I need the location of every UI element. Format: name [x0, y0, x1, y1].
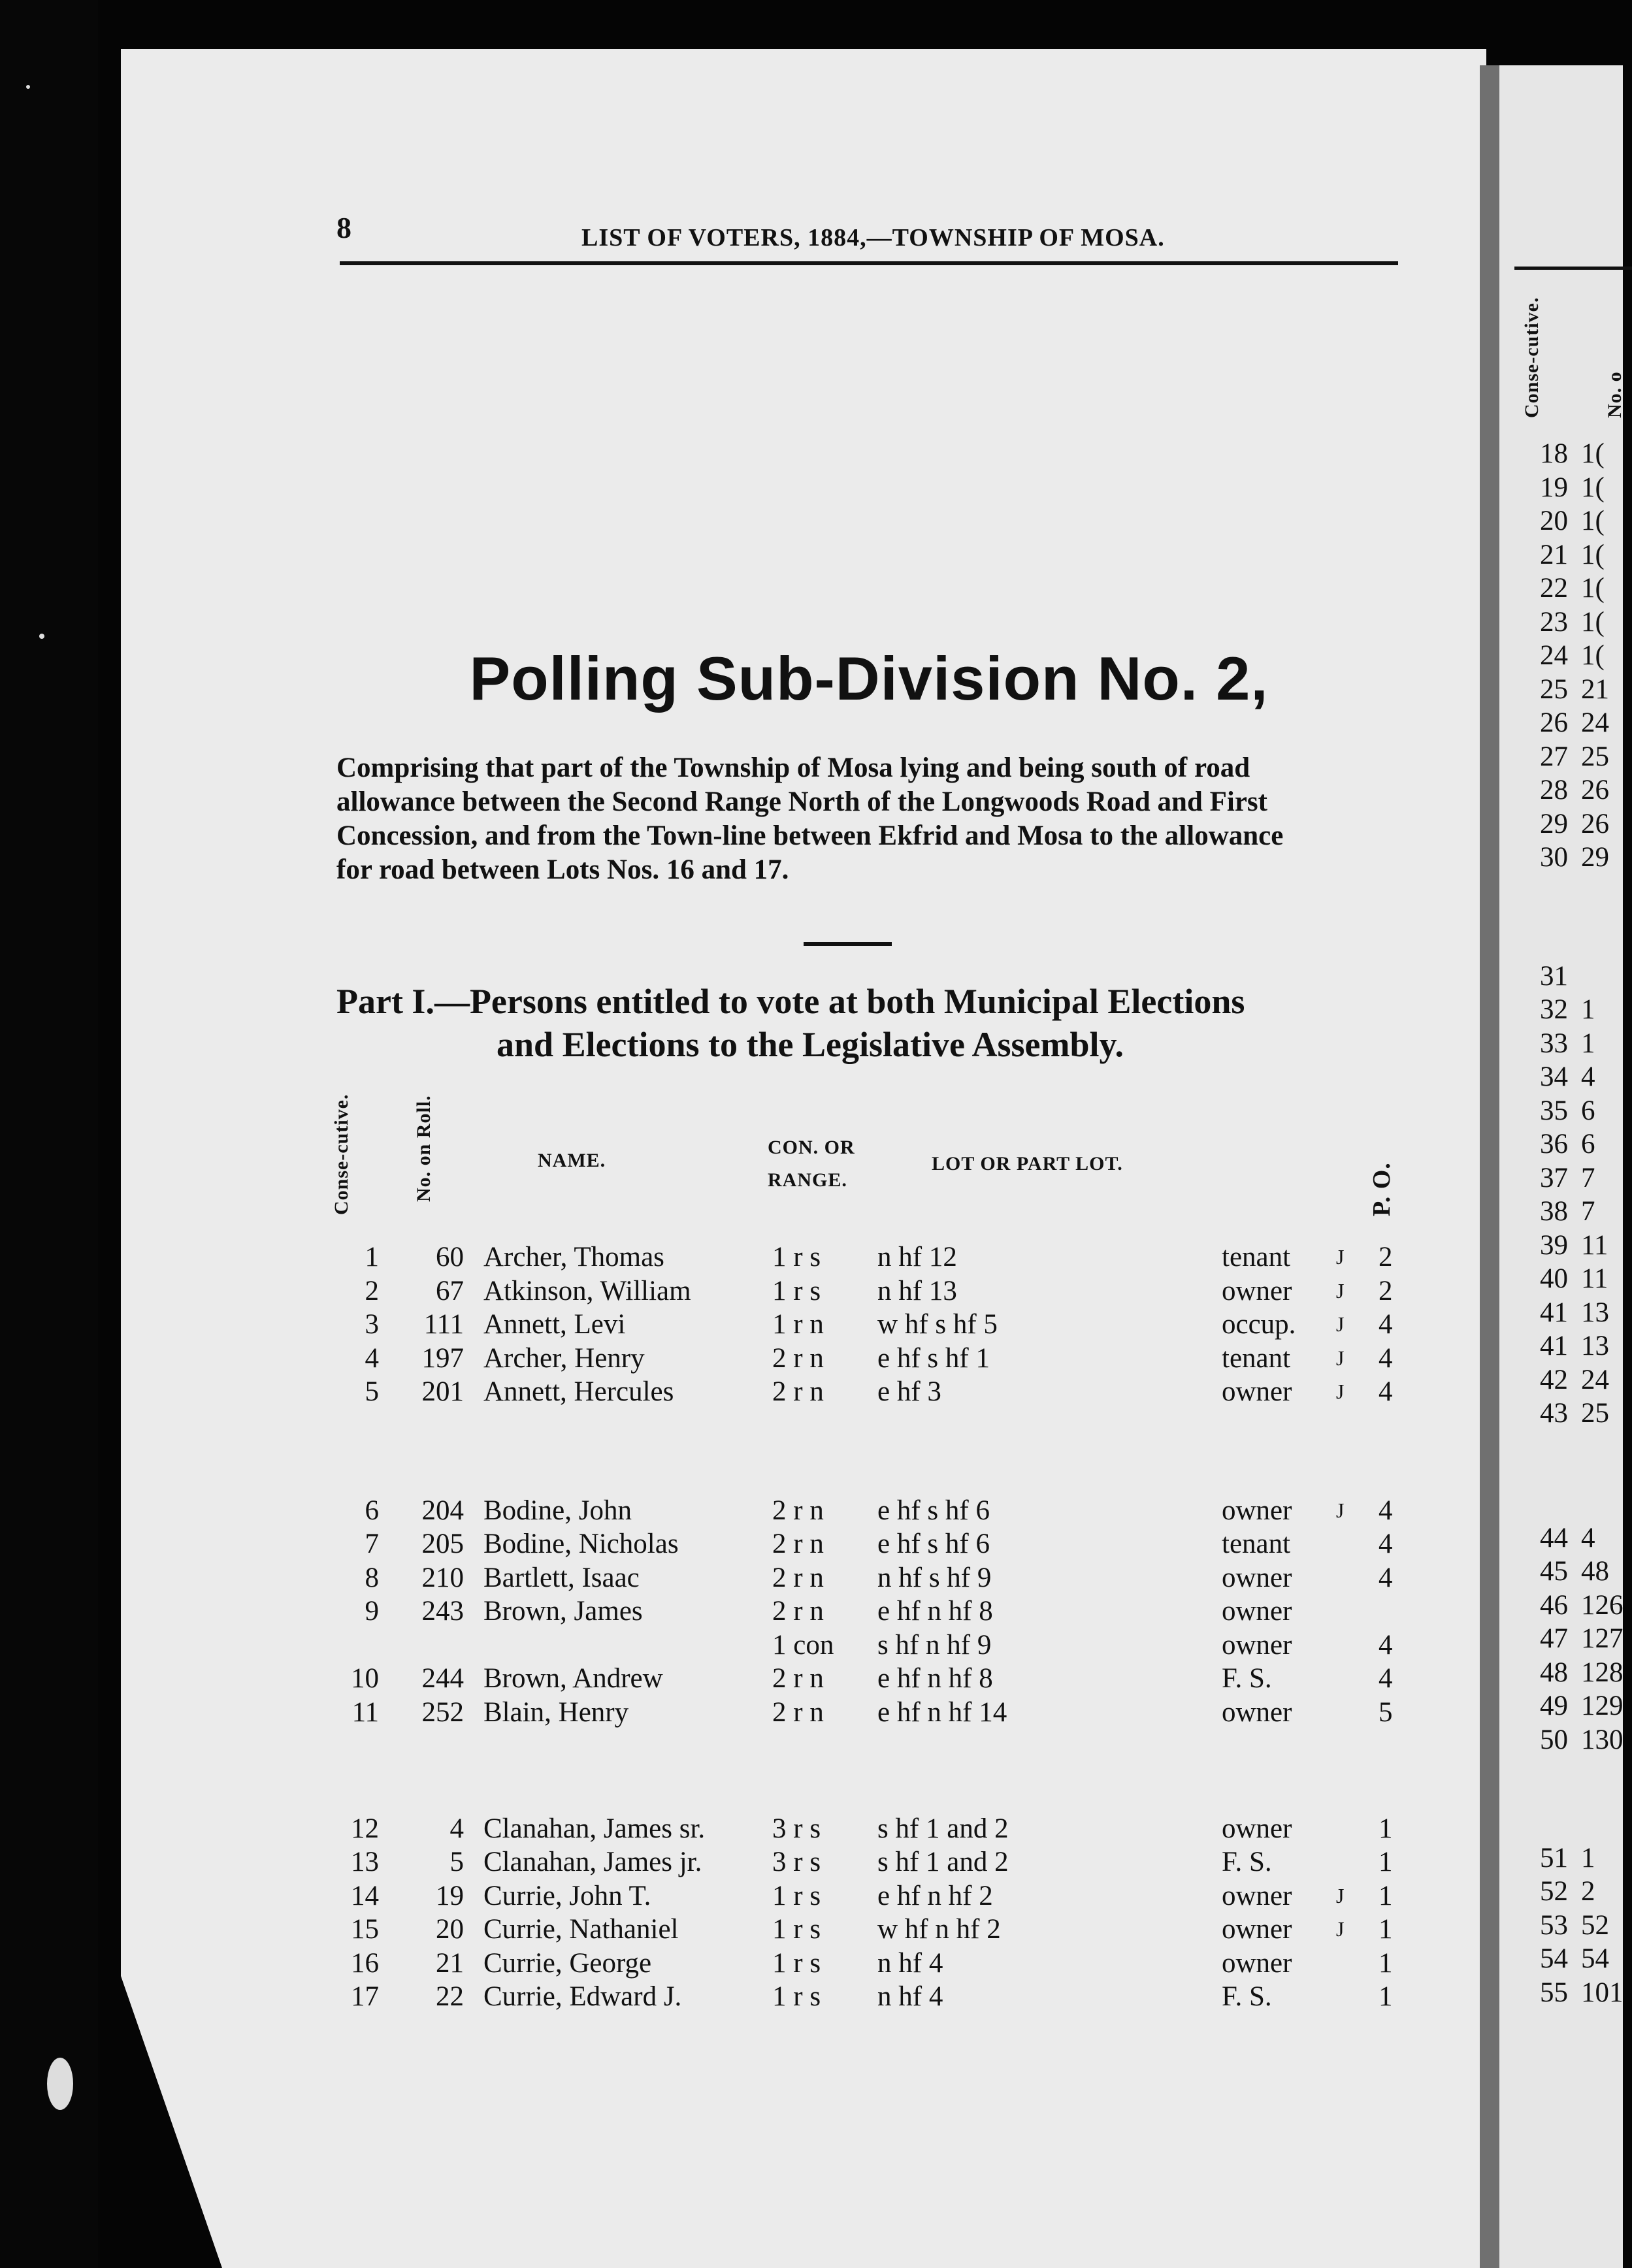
name-cell: Clanahan, James jr.	[483, 1847, 702, 1877]
part-heading	[336, 980, 1414, 1066]
column-header-name: NAME.	[538, 1150, 606, 1171]
adjacent-roll-cell: 25	[1581, 1398, 1609, 1429]
lot-cell: e hf n hf 2	[877, 1881, 993, 1911]
adjacent-roll-cell: 130	[1581, 1725, 1624, 1755]
post-office-cell: 4	[1379, 1376, 1393, 1407]
status-cell: owner	[1222, 1630, 1292, 1660]
roll-number-cell: 210	[421, 1563, 464, 1593]
adjacent-consecutive-cell: 23	[1540, 607, 1568, 638]
name-cell: Archer, Henry	[483, 1343, 645, 1374]
adjacent-consecutive-cell: 26	[1540, 707, 1568, 738]
adjacent-roll-cell: 1(	[1581, 472, 1605, 503]
concession-cell: 1 r s	[772, 1881, 821, 1911]
section-divider	[804, 942, 892, 946]
juror-mark-cell: J	[1336, 1245, 1345, 1269]
adjacent-consecutive-cell: 27	[1540, 741, 1568, 772]
post-office-cell: 4	[1379, 1563, 1393, 1593]
consecutive-cell: 12	[351, 1813, 379, 1844]
juror-mark-cell: J	[1336, 1917, 1345, 1941]
status-cell: owner	[1222, 1948, 1292, 1979]
lot-cell: s hf n hf 9	[877, 1630, 992, 1660]
adjacent-consecutive-cell: 47	[1540, 1623, 1568, 1654]
header-title: LIST OF VOTERS, 1884,—TOWNSHIP OF MOSA.	[581, 224, 1165, 251]
post-office-cell: 4	[1379, 1663, 1393, 1694]
adjacent-roll-cell: 4	[1581, 1523, 1595, 1553]
post-office-cell: 4	[1379, 1343, 1393, 1374]
name-cell: Bartlett, Isaac	[483, 1563, 640, 1593]
juror-mark-cell: J	[1336, 1312, 1345, 1336]
consecutive-cell: 3	[365, 1309, 379, 1340]
scan-background	[0, 0, 98, 2268]
lot-cell: e hf n hf 8	[877, 1596, 993, 1627]
concession-cell: 1 r s	[772, 1981, 821, 2012]
concession-cell: 2 r n	[772, 1663, 824, 1694]
status-cell: occup.	[1222, 1309, 1296, 1340]
adjacent-roll-cell: 101	[1581, 1977, 1624, 2008]
adjacent-roll-cell: 13	[1581, 1297, 1609, 1328]
column-header-po: P. O.	[1368, 1162, 1395, 1216]
concession-cell: 1 r s	[772, 1242, 821, 1272]
adjacent-consecutive-cell: 45	[1540, 1556, 1568, 1587]
adjacent-roll-cell: 26	[1581, 809, 1609, 839]
adjacent-roll-cell: 1(	[1581, 540, 1605, 570]
adjacent-roll-cell: 13	[1581, 1331, 1609, 1361]
lot-cell: w hf s hf 5	[877, 1309, 998, 1340]
adjacent-roll-cell: 1(	[1581, 573, 1605, 604]
adjacent-consecutive-cell: 30	[1540, 842, 1568, 873]
juror-mark-cell: J	[1336, 1279, 1345, 1303]
adjacent-consecutive-cell: 33	[1540, 1028, 1568, 1059]
adjacent-consecutive-cell: 28	[1540, 775, 1568, 805]
concession-cell: 1 r n	[772, 1309, 824, 1340]
adjacent-roll-cell: 54	[1581, 1943, 1609, 1974]
consecutive-cell: 16	[351, 1948, 379, 1979]
consecutive-cell: 17	[351, 1981, 379, 2012]
adjacent-consecutive-cell: 31	[1540, 961, 1568, 992]
description-line: Concession, and from the Town-line between Ekfrid and Mosa to the allowance	[336, 820, 1284, 851]
adjacent-roll-cell: 26	[1581, 775, 1609, 805]
lot-cell: n hf 4	[877, 1981, 943, 2012]
post-office-cell: 1	[1379, 1981, 1393, 2012]
post-office-cell: 2	[1379, 1276, 1393, 1306]
status-cell: owner	[1222, 1813, 1292, 1844]
consecutive-cell: 9	[365, 1596, 379, 1627]
adjacent-roll-cell: 129	[1581, 1691, 1624, 1721]
adjacent-consecutive-cell: 25	[1540, 674, 1568, 705]
status-cell: owner	[1222, 1697, 1292, 1728]
adjacent-consecutive-cell: 49	[1540, 1691, 1568, 1721]
status-cell: owner	[1222, 1914, 1292, 1945]
adjacent-roll-cell: 52	[1581, 1910, 1609, 1941]
lot-cell: e hf n hf 8	[877, 1663, 993, 1694]
adjacent-consecutive-cell: 19	[1540, 472, 1568, 503]
concession-cell: 2 r n	[772, 1343, 824, 1374]
roll-number-cell: 197	[421, 1343, 464, 1374]
column-header-lot: LOT OR PART LOT.	[932, 1153, 1123, 1174]
status-cell: F. S.	[1222, 1663, 1272, 1694]
status-cell: owner	[1222, 1881, 1292, 1911]
lot-cell: n hf 13	[877, 1276, 957, 1306]
column-header-con-line2: RANGE.	[768, 1169, 847, 1191]
adjacent-roll-cell: 1	[1581, 1843, 1595, 1873]
roll-number-cell: 204	[421, 1495, 464, 1526]
post-office-cell: 4	[1379, 1495, 1393, 1526]
adjacent-roll-cell: 6	[1581, 1129, 1595, 1159]
adjacent-roll-cell: 1(	[1581, 506, 1605, 536]
adjacent-roll-cell: 24	[1581, 1365, 1609, 1395]
name-cell: Currie, Edward J.	[483, 1981, 682, 2012]
column-header-consecutive: Conse-cutive.	[331, 1094, 352, 1215]
adjacent-consecutive-cell: 36	[1540, 1129, 1568, 1159]
adjacent-header-roll: No. o	[1604, 371, 1625, 418]
adjacent-consecutive-cell: 53	[1540, 1910, 1568, 1941]
scan-speck	[26, 85, 30, 89]
consecutive-cell: 7	[365, 1529, 379, 1559]
lot-cell: e hf s hf 1	[877, 1343, 990, 1374]
scan-speck	[39, 634, 44, 639]
adjacent-consecutive-cell: 46	[1540, 1590, 1568, 1621]
concession-cell: 2 r n	[772, 1697, 824, 1728]
header-rule	[340, 261, 1398, 265]
status-cell: owner	[1222, 1596, 1292, 1627]
adjacent-roll-cell: 1(	[1581, 438, 1605, 469]
status-cell: owner	[1222, 1376, 1292, 1407]
name-cell: Brown, James	[483, 1596, 643, 1627]
post-office-cell: 1	[1379, 1914, 1393, 1945]
description-line: Comprising that part of the Township of Mosa lying and being south of road	[336, 753, 1250, 783]
adjacent-roll-cell: 128	[1581, 1657, 1624, 1688]
adjacent-consecutive-cell: 54	[1540, 1943, 1568, 1974]
post-office-cell: 4	[1379, 1309, 1393, 1340]
status-cell: F. S.	[1222, 1847, 1272, 1877]
adjacent-roll-cell: 1	[1581, 994, 1595, 1025]
consecutive-cell: 10	[351, 1663, 379, 1694]
adjacent-roll-cell: 1	[1581, 1028, 1595, 1059]
name-cell: Clanahan, James sr.	[483, 1813, 706, 1844]
adjacent-consecutive-cell: 51	[1540, 1843, 1568, 1873]
page-title: Polling Sub-Division No. 2,	[469, 644, 1269, 713]
concession-cell: 1 con	[772, 1630, 834, 1660]
name-cell: Atkinson, William	[483, 1276, 691, 1306]
adjacent-consecutive-cell: 43	[1540, 1398, 1568, 1429]
adjacent-consecutive-cell: 34	[1540, 1061, 1568, 1092]
name-cell: Blain, Henry	[483, 1697, 629, 1728]
concession-cell: 1 r s	[772, 1914, 821, 1945]
consecutive-cell: 15	[351, 1914, 379, 1945]
adjacent-roll-cell: 25	[1581, 741, 1609, 772]
status-cell: tenant	[1222, 1242, 1291, 1272]
consecutive-cell: 4	[365, 1343, 379, 1374]
post-office-cell: 1	[1379, 1948, 1393, 1979]
lot-cell: e hf n hf 14	[877, 1697, 1007, 1728]
running-header	[343, 216, 1454, 268]
post-office-cell: 4	[1379, 1529, 1393, 1559]
adjacent-consecutive-cell: 21	[1540, 540, 1568, 570]
adjacent-roll-cell: 1(	[1581, 640, 1605, 671]
lot-cell: n hf s hf 9	[877, 1563, 992, 1593]
adjacent-consecutive-cell: 55	[1540, 1977, 1568, 2008]
name-cell: Bodine, Nicholas	[483, 1529, 679, 1559]
post-office-cell: 2	[1379, 1242, 1393, 1272]
page-gutter-shadow	[1480, 65, 1499, 2268]
adjacent-consecutive-cell: 35	[1540, 1095, 1568, 1126]
juror-mark-cell: J	[1336, 1346, 1345, 1370]
roll-number-cell: 60	[436, 1242, 464, 1272]
adjacent-roll-cell: 24	[1581, 707, 1609, 738]
lot-cell: s hf 1 and 2	[877, 1813, 1009, 1844]
consecutive-cell: 5	[365, 1376, 379, 1407]
concession-cell: 2 r n	[772, 1495, 824, 1526]
adjacent-consecutive-cell: 38	[1540, 1196, 1568, 1227]
adjacent-consecutive-cell: 32	[1540, 994, 1568, 1025]
adjacent-consecutive-cell: 40	[1540, 1263, 1568, 1294]
description-line: allowance between the Second Range North of the Longwoods Road and First	[336, 786, 1267, 817]
subdivision-description	[336, 751, 1408, 887]
status-cell: owner	[1222, 1563, 1292, 1593]
roll-number-cell: 243	[421, 1596, 464, 1627]
lot-cell: n hf 4	[877, 1948, 943, 1979]
adjacent-roll-cell: 11	[1581, 1230, 1608, 1261]
name-cell: Brown, Andrew	[483, 1663, 663, 1694]
roll-number-cell: 244	[421, 1663, 464, 1694]
name-cell: Annett, Hercules	[483, 1376, 674, 1407]
adjacent-roll-cell: 4	[1581, 1061, 1595, 1092]
concession-cell: 1 r s	[772, 1276, 821, 1306]
post-office-cell: 5	[1379, 1697, 1393, 1728]
roll-number-cell: 201	[421, 1376, 464, 1407]
post-office-cell: 1	[1379, 1881, 1393, 1911]
adjacent-page-rule	[1514, 267, 1632, 270]
adjacent-consecutive-cell: 22	[1540, 573, 1568, 604]
name-cell: Archer, Thomas	[483, 1242, 664, 1272]
name-cell: Currie, John T.	[483, 1881, 651, 1911]
post-office-cell: 1	[1379, 1847, 1393, 1877]
roll-number-cell: 205	[421, 1529, 464, 1559]
concession-cell: 2 r n	[772, 1376, 824, 1407]
juror-mark-cell: J	[1336, 1884, 1345, 1907]
consecutive-cell: 8	[365, 1563, 379, 1593]
adjacent-consecutive-cell: 37	[1540, 1163, 1568, 1193]
post-office-cell: 4	[1379, 1630, 1393, 1660]
adjacent-consecutive-cell: 41	[1540, 1297, 1568, 1328]
roll-number-cell: 4	[449, 1813, 464, 1844]
consecutive-cell: 6	[365, 1495, 379, 1526]
roll-number-cell: 5	[449, 1847, 464, 1877]
concession-cell: 2 r n	[772, 1563, 824, 1593]
concession-cell: 2 r n	[772, 1529, 824, 1559]
roll-number-cell: 111	[423, 1309, 464, 1340]
adjacent-header-consecutive: Conse-cutive.	[1521, 297, 1542, 418]
roll-number-cell: 21	[436, 1948, 464, 1979]
adjacent-consecutive-cell: 50	[1540, 1725, 1568, 1755]
adjacent-roll-cell: 11	[1581, 1263, 1608, 1294]
name-cell: Annett, Levi	[483, 1309, 626, 1340]
roll-number-cell: 252	[421, 1697, 464, 1728]
adjacent-consecutive-cell: 42	[1540, 1365, 1568, 1395]
adjacent-roll-cell: 6	[1581, 1095, 1595, 1126]
lot-cell: n hf 12	[877, 1242, 957, 1272]
post-office-cell: 1	[1379, 1813, 1393, 1844]
adjacent-consecutive-cell: 18	[1540, 438, 1568, 469]
part-heading-line: Part I.—Persons entitled to vote at both Municipal Elections	[336, 982, 1245, 1021]
adjacent-consecutive-cell: 52	[1540, 1876, 1568, 1907]
adjacent-roll-cell: 127	[1581, 1623, 1624, 1654]
roll-number-cell: 20	[436, 1914, 464, 1945]
status-cell: owner	[1222, 1495, 1292, 1526]
lot-cell: e hf s hf 6	[877, 1495, 990, 1526]
adjacent-consecutive-cell: 29	[1540, 809, 1568, 839]
lot-cell: e hf 3	[877, 1376, 941, 1407]
adjacent-consecutive-cell: 20	[1540, 506, 1568, 536]
lot-cell: s hf 1 and 2	[877, 1847, 1009, 1877]
column-header-roll: No. on Roll.	[413, 1095, 434, 1202]
lot-cell: w hf n hf 2	[877, 1914, 1001, 1945]
adjacent-consecutive-cell: 48	[1540, 1657, 1568, 1688]
adjacent-roll-cell: 7	[1581, 1196, 1595, 1227]
adjacent-roll-cell: 7	[1581, 1163, 1595, 1193]
juror-mark-cell: J	[1336, 1498, 1345, 1522]
adjacent-roll-cell: 2	[1581, 1876, 1595, 1907]
scan-speck	[47, 2058, 73, 2110]
part-heading-line: and Elections to the Legislative Assembly.	[497, 1025, 1124, 1064]
concession-cell: 3 r s	[772, 1847, 821, 1877]
status-cell: tenant	[1222, 1529, 1291, 1559]
consecutive-cell: 2	[365, 1276, 379, 1306]
adjacent-roll-cell: 21	[1581, 674, 1609, 705]
roll-number-cell: 19	[436, 1881, 464, 1911]
column-header-con-line1: CON. OR	[768, 1137, 855, 1158]
consecutive-cell: 14	[351, 1881, 379, 1911]
adjacent-consecutive-cell: 24	[1540, 640, 1568, 671]
name-cell: Currie, George	[483, 1948, 652, 1979]
concession-cell: 2 r n	[772, 1596, 824, 1627]
description-line: for road between Lots Nos. 16 and 17.	[336, 854, 789, 885]
roll-number-cell: 22	[436, 1981, 464, 2012]
adjacent-roll-cell: 1(	[1581, 607, 1605, 638]
page-number: 8	[336, 211, 351, 244]
consecutive-cell: 13	[351, 1847, 379, 1877]
status-cell: tenant	[1222, 1343, 1291, 1374]
juror-mark-cell: J	[1336, 1380, 1345, 1403]
adjacent-consecutive-cell: 41	[1540, 1331, 1568, 1361]
adjacent-roll-cell: 29	[1581, 842, 1609, 873]
roll-number-cell: 67	[436, 1276, 464, 1306]
concession-cell: 1 r s	[772, 1948, 821, 1979]
status-cell: F. S.	[1222, 1981, 1272, 2012]
adjacent-consecutive-cell: 39	[1540, 1230, 1568, 1261]
status-cell: owner	[1222, 1276, 1292, 1306]
adjacent-roll-cell: 126	[1581, 1590, 1624, 1621]
adjacent-consecutive-cell: 44	[1540, 1523, 1568, 1553]
lot-cell: e hf s hf 6	[877, 1529, 990, 1559]
name-cell: Bodine, John	[483, 1495, 632, 1526]
concession-cell: 3 r s	[772, 1813, 821, 1844]
consecutive-cell: 11	[351, 1697, 379, 1728]
adjacent-roll-cell: 48	[1581, 1556, 1609, 1587]
name-cell: Currie, Nathaniel	[483, 1914, 679, 1945]
consecutive-cell: 1	[365, 1242, 379, 1272]
